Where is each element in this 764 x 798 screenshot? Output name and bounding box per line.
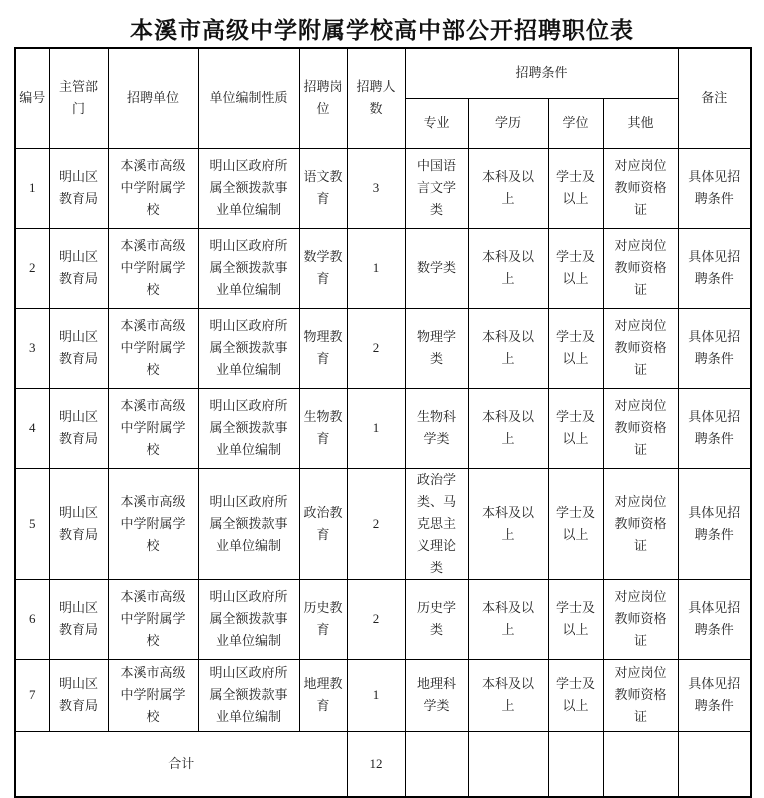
header-id: 编号 [15,48,49,148]
cell-other: 对应岗位教师资格证 [603,228,678,308]
cell-major: 历史学类 [405,579,468,659]
header-post: 招聘岗位 [299,48,347,148]
total-count: 12 [347,731,405,797]
table-row [15,579,751,659]
cell-id: 6 [15,579,49,659]
table-row [15,228,751,308]
cell-nature: 明山区政府所属全额拨款事业单位编制 [198,148,299,228]
cell-unit: 本溪市高级中学附属学校 [108,148,198,228]
cell-nature: 明山区政府所属全额拨款事业单位编制 [198,468,299,579]
header-unit: 招聘单位 [108,48,198,148]
cell-dept: 明山区教育局 [49,468,108,579]
header-row-top [15,48,751,98]
cell-unit: 本溪市高级中学附属学校 [108,388,198,468]
table-row [15,308,751,388]
cell-other: 对应岗位教师资格证 [603,308,678,388]
cell-count: 3 [347,148,405,228]
cell-degree: 学士及以上 [548,659,603,731]
cell-post: 语文教育 [299,148,347,228]
total-cell-empty [468,731,548,797]
cell-count: 2 [347,579,405,659]
cell-remark: 具体见招聘条件 [678,148,751,228]
cell-unit: 本溪市高级中学附属学校 [108,659,198,731]
cell-education: 本科及以上 [468,308,548,388]
cell-remark: 具体见招聘条件 [678,388,751,468]
cell-remark: 具体见招聘条件 [678,659,751,731]
cell-major: 政治学类、马克思主义理论类 [405,468,468,579]
header-count: 招聘人数 [347,48,405,148]
total-cell-empty [405,731,468,797]
cell-id: 1 [15,148,49,228]
page-title: 本溪市高级中学附属学校高中部公开招聘职位表 [130,18,634,43]
cell-education: 本科及以上 [468,228,548,308]
cell-post: 政治教育 [299,468,347,579]
cell-other: 对应岗位教师资格证 [603,659,678,731]
cell-count: 1 [347,659,405,731]
cell-post: 历史教育 [299,579,347,659]
cell-dept: 明山区教育局 [49,308,108,388]
cell-major: 中国语言文学类 [405,148,468,228]
cell-dept: 明山区教育局 [49,388,108,468]
cell-post: 生物教育 [299,388,347,468]
cell-count: 1 [347,388,405,468]
cell-id: 2 [15,228,49,308]
cell-education: 本科及以上 [468,388,548,468]
cell-degree: 学士及以上 [548,388,603,468]
cell-nature: 明山区政府所属全额拨款事业单位编制 [198,308,299,388]
cell-id: 5 [15,468,49,579]
cell-post: 地理教育 [299,659,347,731]
header-dept: 主管部门 [49,48,108,148]
cell-nature: 明山区政府所属全额拨款事业单位编制 [198,579,299,659]
cell-dept: 明山区教育局 [49,228,108,308]
table-row [15,148,751,228]
cell-education: 本科及以上 [468,579,548,659]
cell-post: 物理教育 [299,308,347,388]
table-row [15,468,751,579]
total-cell-empty [678,731,751,797]
header-nature: 单位编制性质 [198,48,299,148]
recruitment-table [14,47,752,798]
cell-other: 对应岗位教师资格证 [603,148,678,228]
cell-degree: 学士及以上 [548,148,603,228]
cell-degree: 学士及以上 [548,228,603,308]
cell-dept: 明山区教育局 [49,148,108,228]
cell-id: 4 [15,388,49,468]
total-row [15,731,751,797]
cell-nature: 明山区政府所属全额拨款事业单位编制 [198,228,299,308]
cell-id: 7 [15,659,49,731]
cell-degree: 学士及以上 [548,468,603,579]
table-body [15,148,751,797]
cell-degree: 学士及以上 [548,308,603,388]
cell-unit: 本溪市高级中学附属学校 [108,308,198,388]
cell-id: 3 [15,308,49,388]
cell-unit: 本溪市高级中学附属学校 [108,468,198,579]
cell-education: 本科及以上 [468,659,548,731]
cell-other: 对应岗位教师资格证 [603,468,678,579]
header-education: 学历 [468,98,548,148]
cell-count: 2 [347,308,405,388]
cell-nature: 明山区政府所属全额拨款事业单位编制 [198,659,299,731]
cell-other: 对应岗位教师资格证 [603,388,678,468]
cell-remark: 具体见招聘条件 [678,468,751,579]
cell-dept: 明山区教育局 [49,659,108,731]
header-major: 专业 [405,98,468,148]
header-conditions: 招聘条件 [405,48,678,98]
cell-post: 数学教育 [299,228,347,308]
cell-remark: 具体见招聘条件 [678,228,751,308]
cell-remark: 具体见招聘条件 [678,308,751,388]
cell-remark: 具体见招聘条件 [678,579,751,659]
header-remark: 备注 [678,48,751,148]
cell-major: 物理学类 [405,308,468,388]
total-cell-empty [548,731,603,797]
table-header [15,48,751,148]
cell-unit: 本溪市高级中学附属学校 [108,228,198,308]
table-row [15,659,751,731]
cell-major: 地理科学类 [405,659,468,731]
cell-nature: 明山区政府所属全额拨款事业单位编制 [198,388,299,468]
cell-major: 生物科学类 [405,388,468,468]
total-cell-empty [603,731,678,797]
cell-other: 对应岗位教师资格证 [603,579,678,659]
cell-degree: 学士及以上 [548,579,603,659]
table-row [15,388,751,468]
cell-count: 1 [347,228,405,308]
cell-count: 2 [347,468,405,579]
header-other: 其他 [603,98,678,148]
cell-education: 本科及以上 [468,468,548,579]
total-label: 合计 [15,731,347,797]
header-degree: 学位 [548,98,603,148]
cell-education: 本科及以上 [468,148,548,228]
cell-major: 数学类 [405,228,468,308]
cell-dept: 明山区教育局 [49,579,108,659]
cell-unit: 本溪市高级中学附属学校 [108,579,198,659]
